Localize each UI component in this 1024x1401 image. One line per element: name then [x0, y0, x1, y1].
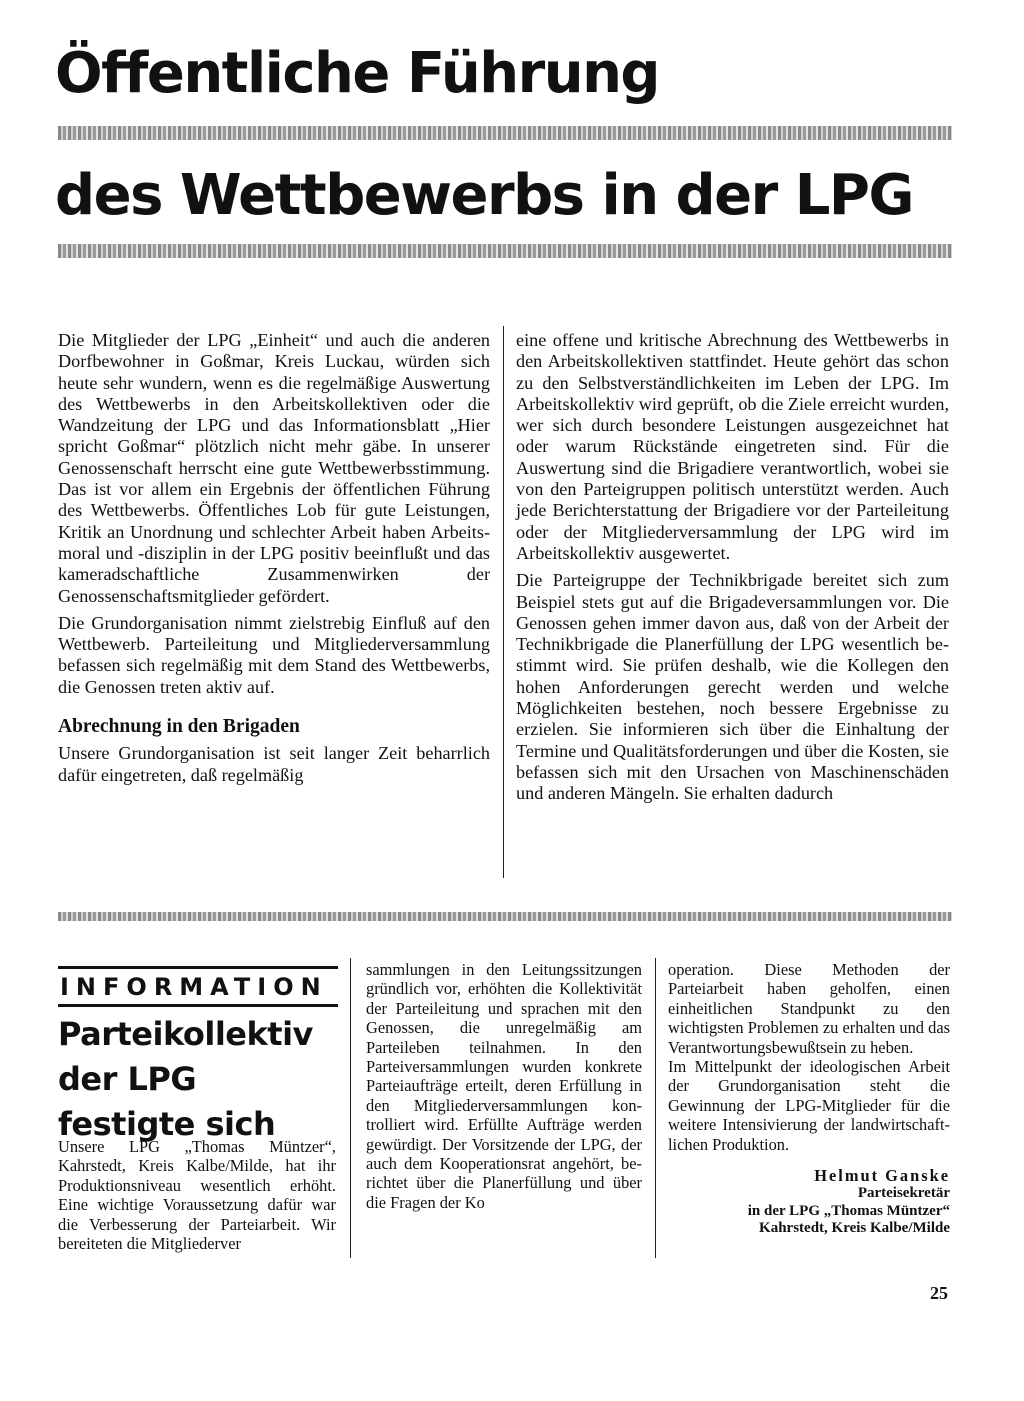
section-rule [58, 912, 952, 921]
author-affiliation: Kahrstedt, Kreis Kalbe/Milde [759, 1220, 950, 1237]
information-label: INFORMATION [58, 966, 338, 1007]
article-paragraph: eine offene und kritische Abrechnung des Wettbewerbs in den Arbeitskollektiven stattfindet. Heute gehört das schon zu den Selbstverständlichkeiten im Leben der LPG. Im Arbeitskollektiv wird geprüft, ob die Ziele erreicht wurden, wer sich durch besondere Leistungen ausgezeichnet hat oder warum Rückstände eingetreten sind. Für die Auswertung sind die Brigadiere verantwortlich, wobei sie von den Parteigruppen politisch unterstützt werden. Auch jede Berichterstattung der Brigadiere vor der Parteileitung oder der Mitgliederversammlung der LPG wird im Arbeitskollektiv ausgewertet. [516, 330, 949, 563]
author-name: Helmut Ganske [814, 1166, 950, 1186]
article-title-line-2: des Wettbewerbs in der LPG [55, 163, 913, 228]
info-paragraph: Unsere LPG „Thomas Müntzer“, Kahrstedt, Kreis Kalbe/Milde, hat ihr Produktionsniveau wesentlich erhöht. Eine wichtige Voraussetzung dafür war die Verbesserung der Parteiarbeit. Wir bereiteten die Mitgliederver [58, 1137, 336, 1254]
info-title-line: festigte sich [58, 1105, 276, 1143]
author-affiliation: Parteisekretär [857, 1185, 950, 1202]
column-divider [655, 958, 656, 1258]
column-divider [503, 326, 504, 878]
page-number: 25 [930, 1283, 948, 1303]
info-column-1 [58, 1137, 336, 1253]
info-title-line: Parteikollektiv [58, 1015, 313, 1053]
article-paragraph: Die Grundorganisation nimmt zielstrebig Einfluß auf den Wettbewerb. Parteileitung und Mitgliederversammlung befassen sich regelmäßig mit dem Stand des Wettbewerbs, die Genossen treten aktiv auf. [58, 612, 490, 697]
info-paragraph: operation. Diese Methoden der Parteiarbeit haben geholfen, einen einheitlichen Standpunkt zu den wichtigsten Problemen zu erhalten und das Verantwortungsbewußtsein zu heben. [668, 960, 950, 1057]
article-column-2 [516, 330, 949, 805]
title-rule-top [58, 126, 952, 140]
author-affiliation: in der LPG „Thomas Müntzer“ [747, 1202, 950, 1219]
info-title-line: der LPG [58, 1060, 197, 1098]
info-title [58, 1012, 358, 1147]
article-paragraph: Unsere Grundorganisation ist seit langer Zeit beharrlich dafür eingetreten, daß regelmäßig [58, 743, 490, 785]
info-paragraph: Im Mittelpunkt der ideologischen Arbeit der Grundorganisation steht die Gewinnung der LPG-Mitglieder für die weitere Intensivierung der landwirtschaftlichen Produktion. [668, 1057, 950, 1154]
info-paragraph: sammlungen in den Leitungssitzungen gründlich vor, erhöhten die Kollektivität der Parteileitung und sprachen mit den Genossen, die unregelmäßig am Parteileben teilnahmen. In den Parteiversammlungen wurden konkrete Parteiaufträge erteilt, deren Erfüllung in den Mitgliederversammlungen kontrolliert wird. Erfüllte Aufträge werden gewürdigt. Der Vorsitzende der LPG, der auch dem Kooperationsrat angehört, berichtet über die Planerfüllung und über die Fragen der Ko [366, 960, 642, 1212]
title-rule-bottom [58, 244, 952, 258]
info-column-3 [668, 960, 950, 1238]
section-subheading: Abrechnung in den Brigaden [58, 716, 300, 738]
article-paragraph: Die Parteigruppe der Technikbrigade bereitet sich zum Beispiel stets gut auf die Brigadeversammlungen vor. Die Genossen gehen immer davon aus, daß von der Arbeit der Technikbrigade die Planerfüllung der LPG wesentlich bestimmt wird. Sie prüfen deshalb, wie die Kollegen den hohen Anforderungen gerecht werden und welche Möglichkeiten bestehen, noch bessere Ergebnisse zu erzielen. Sie informieren sich über die Einhaltung der Termine und Qualitätsforderungen und über die Kosten, sie befassen sich mit den Ursachen von Maschinenschäden und anderen Mängeln. Sie erhalten dadurch [516, 570, 949, 804]
column-divider [350, 958, 351, 1258]
article-title-line-1: Öffentliche Führung [55, 41, 660, 106]
info-column-2 [366, 960, 642, 1212]
article-paragraph: Die Mitglieder der LPG „Einheit“ und auch die anderen Dorfbewohner in Goßmar, Kreis Luckau, würden sich heute sehr wundern, wenn es die regelmäßige Auswertung des Wettbewerbs in den Arbeitskollektiven oder die Wandzeitung der LPG und das Informationsblatt „Hier spricht Goßmar“ plötzlich nicht mehr gäbe. In unserer Genossenschaft herrscht eine gute Wettbewerbsstimmung. Das ist vor allem ein Ergebnis der öffentlichen Führung des Wettbewerbs. Öffentliches Lob für gute Leistungen, Kritik an Unordnung und schlechter Arbeit haben Arbeitsmoral und -disziplin in der LPG positiv beeinflußt und das kameradschaftliche Zusammenwirken der Genossenschaftsmitglieder gefördert. [58, 330, 490, 606]
article-column-1 [58, 330, 490, 786]
